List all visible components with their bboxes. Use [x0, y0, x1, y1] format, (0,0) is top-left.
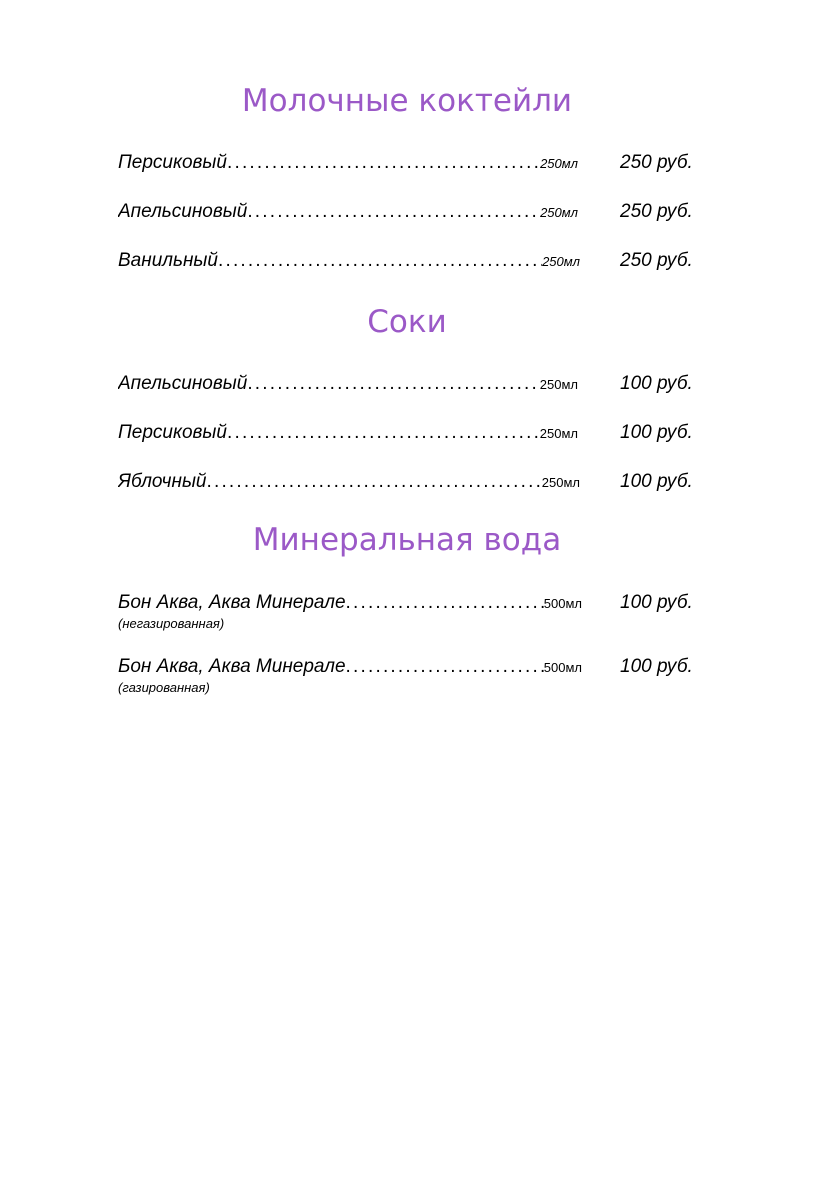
- menu-item: [118, 471, 698, 495]
- menu-item: [118, 422, 698, 446]
- item-volume: 500мл: [543, 596, 582, 611]
- item-name: Апельсиновый: [118, 373, 248, 394]
- section-title-milkshakes: Молочные коктейли: [241, 83, 573, 119]
- dot-leader: [346, 592, 544, 614]
- dot-leader: [207, 471, 542, 493]
- item-name: Апельсиновый: [118, 201, 248, 222]
- item-name: Яблочный: [118, 471, 207, 492]
- item-price: 250 руб.: [620, 201, 693, 222]
- item-volume: 250мл: [540, 205, 578, 220]
- item-price: 100 руб.: [620, 471, 693, 492]
- item-price: 100 руб.: [620, 592, 693, 613]
- menu-item: [118, 152, 698, 176]
- dot-leader: [247, 201, 540, 223]
- item-price: 250 руб.: [620, 152, 693, 173]
- dot-leader: [247, 373, 539, 395]
- dot-leader: [227, 152, 540, 174]
- item-name: Персиковый: [118, 152, 227, 173]
- dot-leader: [227, 422, 540, 444]
- item-volume: 250мл: [539, 377, 578, 392]
- item-volume: 250мл: [542, 254, 580, 269]
- dot-leader: [346, 656, 544, 678]
- item-price: 100 руб.: [620, 422, 693, 443]
- dot-leader: [218, 250, 542, 272]
- item-volume: 250мл: [541, 475, 580, 490]
- item-name: Персиковый: [118, 422, 227, 443]
- menu-item: [118, 656, 698, 695]
- menu-item: [118, 250, 698, 274]
- item-price: 100 руб.: [620, 373, 693, 394]
- menu-item: [118, 592, 698, 631]
- item-price: 100 руб.: [620, 656, 693, 677]
- item-note: (газированная): [118, 680, 210, 695]
- section-title-mineral-water: Минеральная вода: [252, 522, 562, 558]
- item-note: (негазированная): [118, 616, 225, 631]
- item-name: Ванильный: [118, 250, 218, 271]
- menu-item: [118, 373, 698, 397]
- item-volume: 500мл: [543, 660, 582, 675]
- item-price: 250 руб.: [620, 250, 693, 271]
- section-title-juices: Соки: [367, 304, 447, 340]
- menu-item: [118, 201, 698, 225]
- item-volume: 250мл: [540, 156, 578, 171]
- item-volume: 250мл: [539, 426, 578, 441]
- item-name: Бон Аква, Аква Минерале: [118, 656, 346, 677]
- item-name: Бон Аква, Аква Минерале: [118, 592, 346, 613]
